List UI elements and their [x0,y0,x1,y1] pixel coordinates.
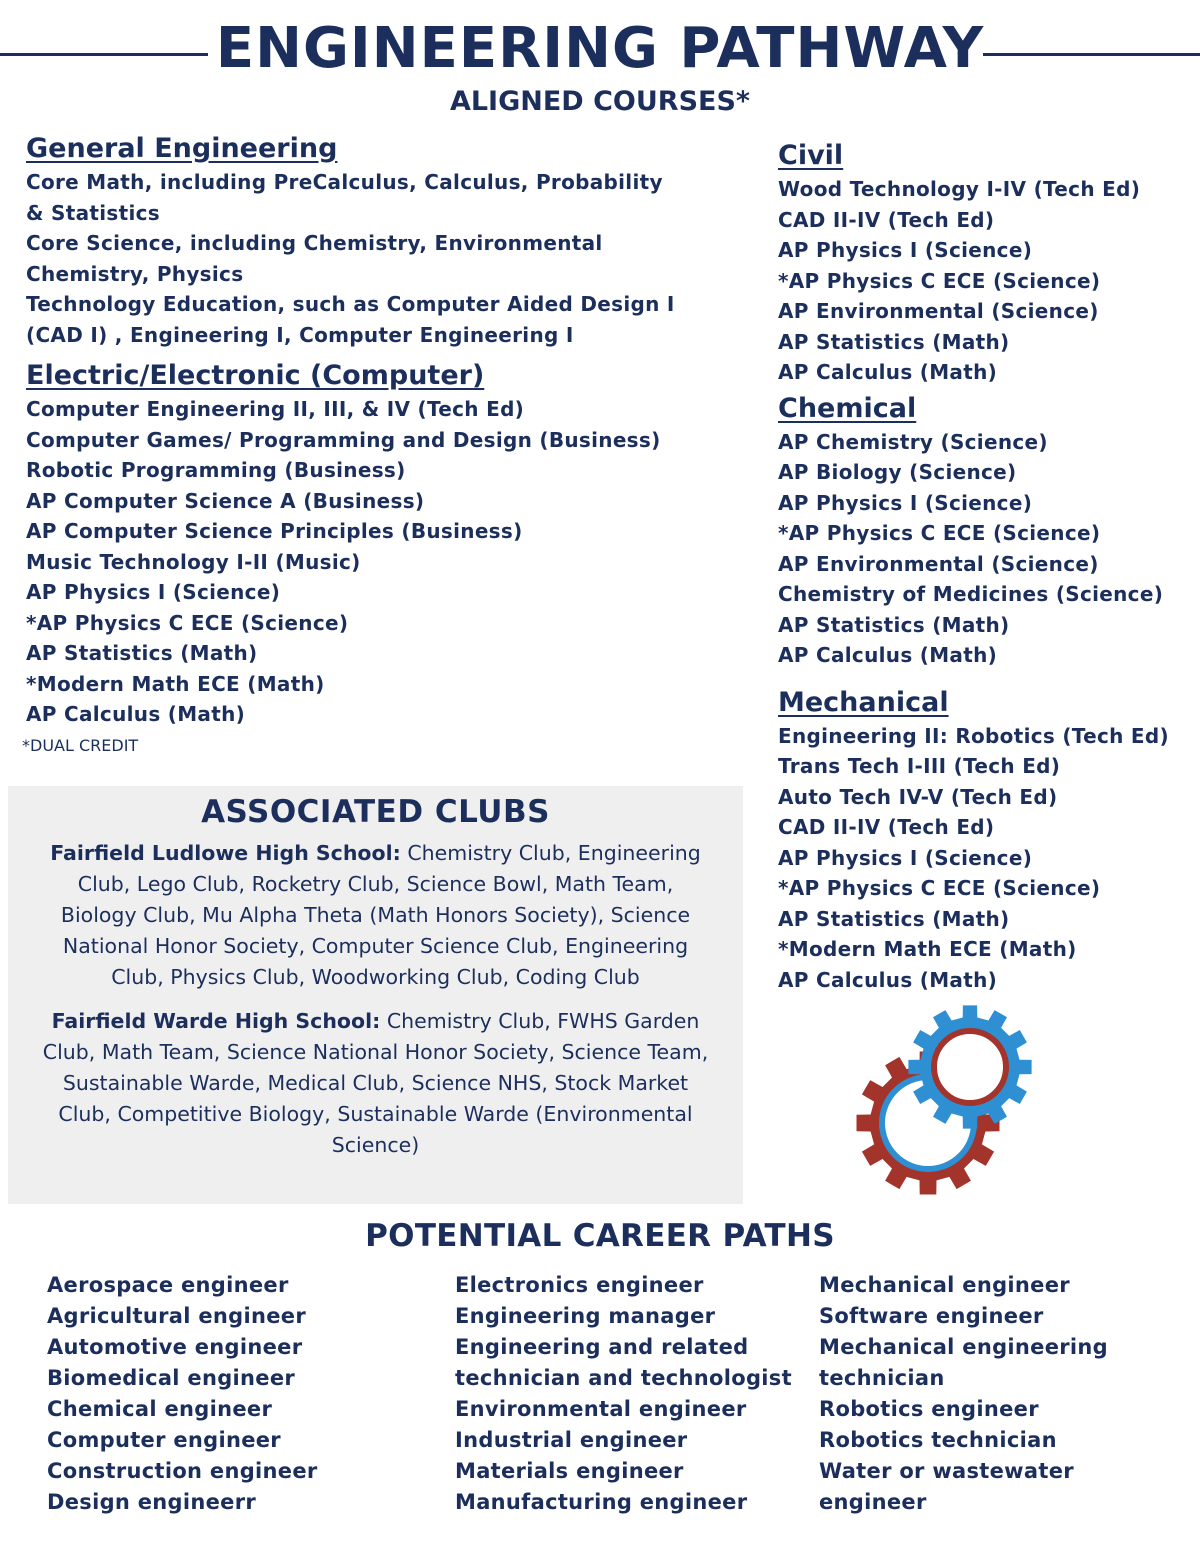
career-item: technician and technologist [455,1366,792,1390]
electric-heading: Electric/Electronic (Computer) [26,360,485,391]
page-title: ENGINEERING PATHWAY [215,16,985,81]
course-item: AP Physics I (Science) [778,238,1033,262]
career-item: technician [819,1366,945,1390]
general-engineering-list [26,167,726,350]
course-item: Technology Education, such as Computer Aided Design I [26,292,675,316]
dual-credit-footnote: *DUAL CREDIT [22,735,139,755]
course-item: AP Calculus (Math) [778,643,998,667]
course-item: Engineering II: Robotics (Tech Ed) [778,723,1169,748]
career-item: Engineering manager [455,1304,716,1328]
course-item: AP Statistics (Math) [778,612,1010,637]
left-course-column [22,131,726,758]
course-item: AP Calculus (Math) [778,967,998,992]
course-item: AP Physics I (Science) [26,580,281,604]
course-item: Trans Tech I-III (Tech Ed) [778,754,1061,778]
career-item: Manufacturing engineer [455,1490,748,1514]
career-item: Automotive engineer [47,1335,303,1359]
civil-heading: Civil [778,140,844,171]
chemical-heading: Chemical [778,392,917,424]
ludlowe-club-list: Chemistry Club, Engineering Club, Lego Club, Rocketry Club, Science Bowl, Math Team, Biology Club, Mu Alpha Theta (Math Honors Society), Science National Honor Society, Computer Science Club, Engineering Club, Physics Club, Woodworking Club, Coding Club [60,841,701,989]
course-item: AP Environmental (Science) [778,551,1099,576]
course-item: Auto Tech IV-V (Tech Ed) [778,784,1058,809]
career-item: Industrial engineer [455,1428,688,1452]
course-item: Chemistry of Medicines (Science) [778,582,1164,606]
mechanical-list [778,721,1198,996]
career-item: Chemical engineer [47,1397,273,1421]
course-item: AP Calculus (Math) [778,360,998,384]
warde-clubs [38,1006,713,1161]
course-item: *AP Physics C ECE (Science) [778,268,1101,293]
career-item: Agricultural engineer [47,1304,306,1328]
course-item: Computer Engineering II, III, & IV (Tech Ed) [26,397,525,421]
course-item: *AP Physics C ECE (Science) [26,610,349,635]
course-item: AP Chemistry (Science) [778,429,1048,454]
career-item: Mechanical engineering [819,1335,1108,1359]
course-item: Core Math, including PreCalculus, Calculus, Probability [26,170,663,194]
course-item: & Statistics [26,200,160,225]
career-item: Design engineerr [47,1490,257,1514]
ludlowe-label: Fairfield Ludlowe High School: [50,841,401,865]
course-item: *Modern Math ECE (Math) [778,937,1077,961]
course-item: AP Physics I (Science) [778,490,1033,515]
right-course-column [778,138,1198,995]
course-item: AP Environmental (Science) [778,299,1099,323]
course-item: AP Physics I (Science) [778,845,1033,870]
general-engineering-heading: General Engineering [26,133,338,164]
career-item: Software engineer [819,1304,1044,1328]
electric-list [26,394,726,730]
course-item: *Modern Math ECE (Math) [26,671,325,696]
course-item: CAD II-IV (Tech Ed) [778,207,995,232]
course-item: Chemistry, Physics [26,261,244,286]
course-item: Wood Technology I-IV (Tech Ed) [778,177,1141,201]
course-item: AP Statistics (Math) [778,906,1010,931]
career-column-1 [47,1270,427,1518]
career-item: Materials engineer [455,1459,684,1483]
chemical-list [778,427,1198,671]
career-item: Aerospace engineer [47,1273,289,1297]
course-item: Music Technology I-II (Music) [26,549,361,574]
clubs-heading: ASSOCIATED CLUBS [201,794,550,830]
career-item: Environmental engineer [455,1397,747,1421]
course-item: CAD II-IV (Tech Ed) [778,815,995,839]
career-item: Engineering and related [455,1335,749,1359]
career-item: Mechanical engineer [819,1273,1070,1297]
course-item: AP Statistics (Math) [26,641,258,665]
warde-club-list: Chemistry Club, FWHS Garden Club, Math Team, Science National Honor Society, Science Team, Sustainable Warde, Medical Club, Science NHS, Stock Market Club, Competitive Biology, Sustainable Warde (Environmental Science) [42,1009,709,1157]
course-item: Core Science, including Chemistry, Environmental [26,231,603,255]
career-item: Computer engineer [47,1428,281,1452]
course-item: AP Biology (Science) [778,460,1017,484]
career-item: Biomedical engineer [47,1366,296,1390]
course-item: AP Computer Science A (Business) [26,488,425,513]
course-item: AP Calculus (Math) [26,702,246,726]
course-item: *AP Physics C ECE (Science) [778,876,1101,900]
associated-clubs-panel [8,786,743,1204]
career-column-3 [819,1270,1189,1518]
career-item: Robotics engineer [819,1397,1039,1421]
civil-list [778,174,1198,388]
career-item: Electronics engineer [455,1273,704,1297]
ludlowe-clubs [38,838,713,993]
mechanical-heading: Mechanical [778,686,949,718]
gears-icon [850,1005,1040,1195]
career-item: Robotics technician [819,1428,1057,1452]
course-item: Robotic Programming (Business) [26,458,406,482]
career-column-2 [455,1270,805,1518]
warde-label: Fairfield Warde High School: [51,1009,381,1033]
careers-heading: POTENTIAL CAREER PATHS [365,1218,835,1254]
course-item: Computer Games/ Programming and Design (Business) [26,427,661,452]
page-subtitle: ALIGNED COURSES* [449,86,751,117]
course-item: AP Computer Science Principles (Business) [26,519,523,543]
career-item: Construction engineer [47,1459,318,1483]
course-item: *AP Physics C ECE (Science) [778,521,1101,545]
course-item: (CAD I) , Engineering I, Computer Engineering I [26,322,574,347]
course-item: AP Statistics (Math) [778,329,1010,354]
career-item: Water or wastewater engineer [819,1459,1074,1514]
